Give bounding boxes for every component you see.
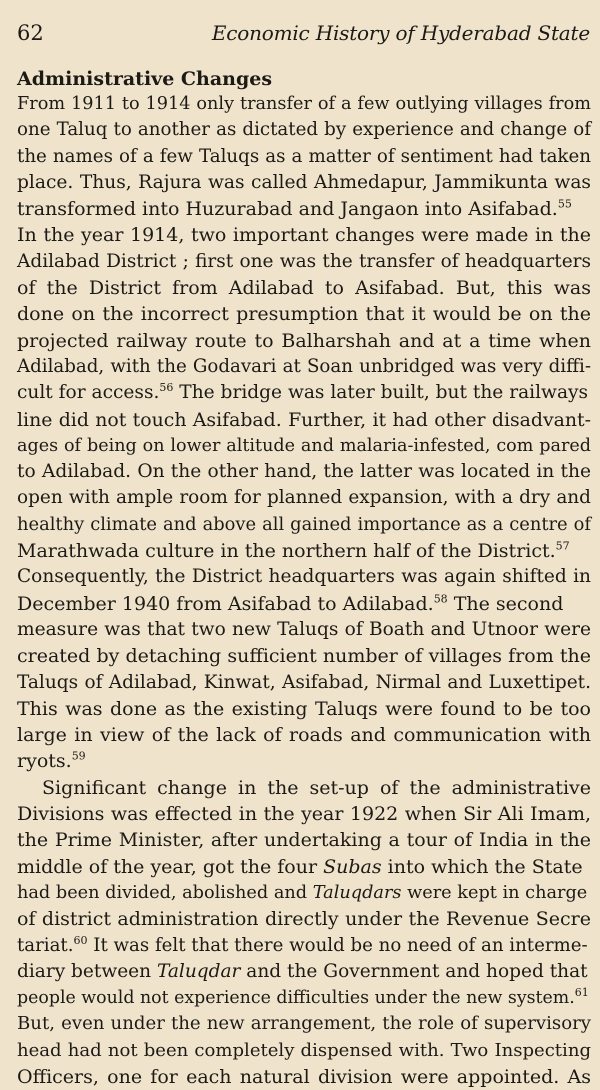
- text-line: open with ample room for planned expansion, with a dry and: [17, 487, 591, 509]
- footnote-marker: 57: [555, 539, 570, 553]
- text-line: of district administration directly under the Revenue Secre: [17, 908, 591, 931]
- footnote-marker: 58: [433, 592, 448, 606]
- text-span: had been divided, abolished and: [17, 882, 313, 903]
- text-line: projected railway route to Balharshah and at a time when: [17, 329, 591, 352]
- text-line: In the year 1914, two important changes were made in the: [17, 224, 591, 247]
- text-span: into which the State: [381, 855, 583, 878]
- text-span: The bridge was later built, but the railways: [173, 382, 589, 404]
- text-line: [17, 748, 591, 774]
- text-line: large in view of the lack of roads and communication with: [17, 724, 591, 747]
- text-line: measure was that two new Taluqs of Boath and Utnoor were: [17, 618, 591, 640]
- text-line: [17, 591, 591, 617]
- text-line: [17, 196, 591, 222]
- text-line: Adilabad District ; first one was the transfer of headquarters: [17, 250, 591, 272]
- text-span: and the Government and hoped that: [240, 960, 588, 982]
- page-header: [17, 20, 590, 46]
- text-span: The second: [447, 592, 564, 615]
- text-line: Divisions was effected in the year 1922 when Sir Ali Imam,: [17, 803, 591, 826]
- text-line: to Adilabad. On the other hand, the latter was located in the: [17, 461, 591, 483]
- text-line: This was done as the existing Taluqs were found to be too: [17, 697, 591, 720]
- text-line: Adilabad, with the Godavari at Soan unbridged was very diffi-: [17, 355, 591, 377]
- text-line: place. Thus, Rajura was called Ahmedapur, Jammikunta was: [17, 171, 591, 193]
- footnote-marker: 60: [73, 933, 88, 947]
- text-line: Consequently, the District headquarters was again shifted in: [17, 566, 591, 588]
- text-span: December 1940 from Asifabad to Adilabad.: [17, 592, 434, 615]
- text-line: Officers, one for each natural division were appointed. As: [17, 1065, 591, 1088]
- text-line: But, even under the new arrangement, the role of supervisory: [17, 1013, 591, 1035]
- text-line: [17, 880, 591, 906]
- text-line: [17, 959, 591, 985]
- text-line: [17, 933, 591, 959]
- text-line: Taluqs of Adilabad, Kinwat, Asifabad, Nirmal and Luxettipet.: [17, 671, 591, 693]
- text-line: [17, 985, 591, 1011]
- text-line: [17, 538, 591, 564]
- text-span: Marathwada culture in the northern half of the District.: [17, 540, 556, 563]
- running-title: Economic History of Hyderabad State: [211, 21, 590, 45]
- text-span: cult for access.: [17, 382, 160, 404]
- text-line: created by detaching sufficient number of villages from the: [17, 645, 591, 668]
- footnote-marker: 61: [574, 986, 589, 1000]
- text-line: healthy climate and above all gained importance as a centre of: [17, 513, 591, 535]
- text-span: It was felt that there would be no need of an interme-: [87, 934, 588, 956]
- italic-term: Subas: [323, 855, 382, 878]
- text-line: the names of a few Taluqs as a matter of sentiment had taken: [17, 145, 591, 167]
- footnote-marker: 55: [557, 197, 572, 211]
- text-span: tariat.: [17, 934, 74, 956]
- text-span: people would not experience difficulties under the new system.: [17, 988, 575, 1009]
- text-line: ages of being on lower altitude and malaria-infested, com pared: [17, 435, 591, 456]
- footnote-marker: 56: [159, 381, 174, 395]
- text-span: transformed into Huzurabad and Jangaon into Asifabad.: [17, 198, 558, 221]
- text-span: ryots.: [17, 750, 72, 773]
- text-line: line did not touch Asifabad. Further, it had other disadvant-: [17, 408, 591, 431]
- text-span: middle of the year, got the four: [17, 855, 324, 878]
- text-span: were kept in charge: [401, 882, 588, 903]
- text-line: the Prime Minister, after undertaking a tour of India in the: [17, 829, 591, 852]
- section-heading: Administrative Changes: [17, 68, 273, 90]
- text-line: Significant change in the set-up of the administrative: [42, 776, 591, 799]
- text-line: From 1911 to 1914 only transfer of a few outlying villages from: [17, 94, 591, 114]
- page-number: 62: [17, 21, 44, 45]
- text-line: head had not been completely dispensed with. Two Inspecting: [17, 1039, 591, 1061]
- body-text: [17, 91, 591, 1090]
- text-line: of the District from Adilabad to Asifabad. But, this was: [17, 277, 591, 300]
- text-line: [17, 380, 591, 406]
- text-line: one Taluq to another as dictated by experience and change of: [17, 119, 591, 141]
- text-line: [17, 854, 591, 880]
- italic-term: Taluqdar: [156, 960, 241, 982]
- text-line: done on the incorrect presumption that it would be on the: [17, 303, 591, 326]
- footnote-marker: 59: [71, 750, 86, 764]
- text-span: diary between: [17, 960, 157, 982]
- italic-term: Taluqdars: [312, 882, 402, 903]
